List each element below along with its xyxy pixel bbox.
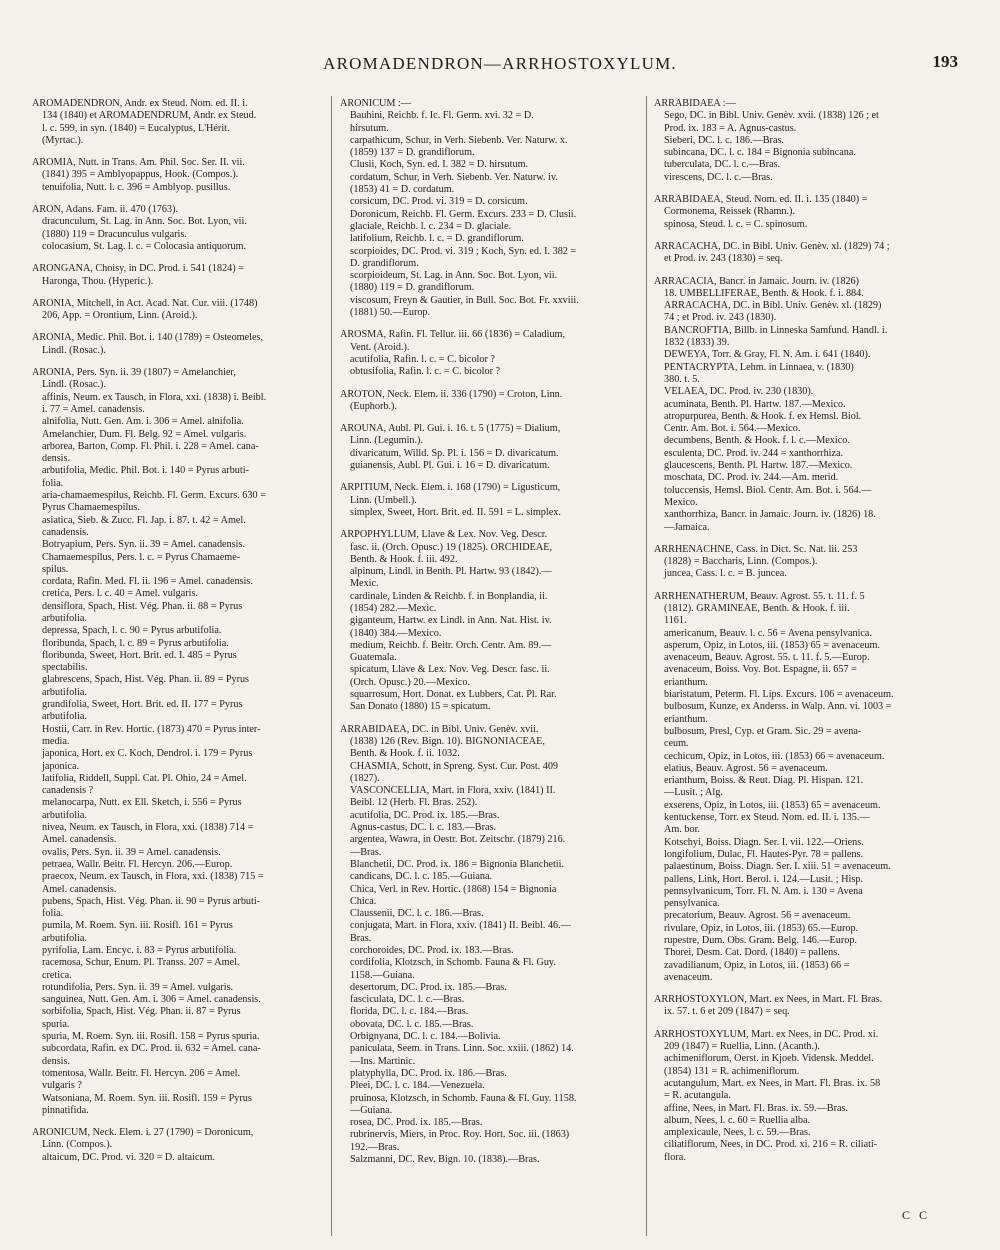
entry-line: corchoroides, DC. Prod. ix. 183.—Bras. — [350, 945, 514, 956]
entry-line: (1853) 41 = D. cordatum. — [350, 184, 455, 196]
entry-line: ARRABIDAEA, Steud. Nom. ed. II. i. 135 (1840) = — [654, 194, 868, 206]
entry-line: medium, Reichb. f. Beitr. Orch. Centr. Am. 89.— — [350, 639, 552, 651]
entry-line: guianensis, Aubl. Pl. Gui. i. 16 = D. divaricatum. — [350, 460, 550, 472]
entry-line: 1158.—Guiana. — [350, 969, 415, 981]
entry-line: latifolium, Reichb. l. c. = D. grandiflorum. — [350, 233, 524, 245]
dictionary-entry — [654, 1029, 972, 1164]
running-title: AROMADENDRON—ARRHOSTOXYLUM. — [323, 54, 677, 73]
entry-line: Blanchetii, DC. Prod. ix. 186 = Bignonia Blanchetii. — [350, 858, 565, 870]
entry-line: folia. — [42, 908, 64, 920]
entry-line: divaricatum, Willd. Sp. Pl. i. 156 = D. divaricatum. — [350, 447, 559, 459]
entry-line: juncea, Cass. l. c. = B. juncea. — [664, 568, 787, 580]
entry-line: achimeniflorum, Oerst. in Kjoeb. Vidensk. Meddel. — [664, 1053, 874, 1065]
dictionary-entry — [654, 994, 972, 1019]
entry-line: giganteum, Hartw. ex Lindl. in Ann. Nat. Hist. iv. — [350, 615, 552, 627]
entry-line: petraea, Wallr. Beitr. Fl. Hercyn. 206.—Europ. — [42, 858, 233, 870]
entry-line: palaestinum, Boiss. Diagn. Ser. I. xiii. 51 = avenaceum. — [664, 861, 891, 873]
dictionary-entry — [32, 332, 322, 357]
entry-line: ARRACACIA, Bancr. in Jamaic. Journ. iv. (1826) — [654, 275, 860, 287]
entry-line: arborea, Barton, Comp. Fl. Phil. i. 228 = Amel. cana- — [42, 440, 259, 452]
dictionary-entry — [32, 263, 322, 288]
entry-line: carpathicum, Schur, in Verh. Siebenb. Ver. Naturw. x. — [350, 134, 568, 146]
entry-line: Linn. (Legumin.). — [350, 435, 423, 447]
entry-line: pallens, Link, Hort. Berol. i. 124.—Lusit. ; Hisp. — [664, 873, 863, 885]
entry-line: Mexic. — [350, 578, 379, 590]
entry-line: pubens, Spach, Hist. Vég. Phan. ii. 90 = Pyrus arbuti- — [42, 895, 261, 907]
entry-line: (1880) 119 = Dracunculus vulgaris. — [42, 228, 187, 240]
entry-line: rubrinervis, Miers, in Proc. Roy. Hort. Soc. iii. (1863) — [350, 1129, 570, 1141]
entry-line: pinnatifida. — [42, 1104, 89, 1116]
entry-line: cretica. — [42, 969, 72, 981]
entry-line: BANCROFTIA, Billb. in Linneska Samfund. Handl. i. — [664, 324, 888, 336]
entry-line: et Prod. iv. 243 (1830) = seq. — [664, 253, 783, 265]
entry-line: VASCONCELLIA, Mart. in Flora, xxiv. (1841) II. — [350, 785, 556, 797]
dictionary-entry — [32, 98, 322, 147]
entry-line: subincana, DC. l. c. 184 = Bignonia subincana. — [664, 147, 856, 159]
entry-line: corsicum, DC. Prod. vi. 319 = D. corsicum. — [350, 196, 528, 208]
entry-line: (1841) 395 = Amblyopappus, Hook. (Compos.). — [42, 169, 239, 181]
entry-line: americanum, Beauv. l. c. 56 = Avena pensylvanica. — [664, 627, 873, 639]
entry-line: (1880) 119 = D. grandiflorum. — [350, 282, 475, 294]
entry-line: 206, App. = Orontium, Linn. (Aroid.). — [42, 310, 198, 322]
entry-line: conjugata, Mart. in Flora, xxiv. (1841) II. Beibl. 46.— — [350, 920, 571, 932]
dictionary-entry — [654, 194, 972, 231]
entry-line: ARON, Adans. Fam. ii. 470 (1763). — [32, 204, 179, 216]
entry-line: spinosa, Steud. l. c. = C. spinosum. — [664, 218, 808, 230]
entry-line: rivulare, Opiz, in Lotos, iii. (1853) 65.—Europ. — [664, 922, 859, 934]
entry-line: acuminata, Benth. Pl. Hartw. 187.—Mexico. — [664, 398, 846, 410]
entry-line: scorpioides, DC. Prod. vi. 319 ; Koch, Syn. ed. I. 382 = — [350, 245, 577, 257]
entry-line: i. 77 = Amel. canadensis. — [42, 403, 145, 415]
entry-line: arbutifolia. — [42, 686, 87, 698]
entry-line: vulgaris ? — [42, 1080, 82, 1092]
entry-line: erianthum, Boiss. & Reut. Diag. Pl. Hispan. 121. — [664, 775, 864, 787]
entry-line: tuberculata, DC. l. c.—Bras. — [664, 159, 780, 171]
entry-line: Sieberi, DC. l. c. 186.—Bras. — [664, 134, 784, 146]
entry-line: esculenta, DC. Prod. iv. 244 = xanthorrhiza. — [664, 447, 844, 459]
dictionary-entry — [340, 724, 638, 1167]
entry-line: (1838) 126 (Rev. Bign. 10). BIGNONIACEAE, — [350, 735, 545, 747]
entry-line: kentuckense, Torr. ex Steud. Nom. ed. II. i. 135.— — [664, 812, 870, 824]
entry-line: AROSMA, Rafin. Fl. Tellur. iii. 66 (1836) = Caladium, — [340, 329, 566, 341]
entry-line: bulbosum, Kunze, ex Anderss. in Walp. Ann. vi. 1003 = — [664, 701, 892, 713]
entry-line: cordatum, Schur, in Verh. Siebenb. Ver. Naturw. iv. — [350, 171, 558, 183]
entry-line: dracunculum, St. Lag. in Ann. Soc. Bot. Lyon, vii. — [42, 216, 247, 228]
entry-line: ARONGANA, Choisy, in DC. Prod. i. 541 (1824) = — [32, 263, 244, 275]
entry-line: (1812). GRAMINEAE, Benth. & Hook. f. iii. — [664, 602, 850, 614]
entry-line: elatius, Beauv. Agrost. 56 = avenaceum. — [664, 762, 828, 774]
entry-line: (Orch. Opusc.) 20.—Mexico. — [350, 676, 470, 688]
entry-line: erianthum. — [664, 676, 708, 688]
entry-line: nivea, Neum. ex Tausch, in Flora, xxi. (1838) 714 = — [42, 822, 254, 834]
entry-line: canadensis ? — [42, 785, 94, 797]
dictionary-entry — [340, 529, 638, 713]
entry-line: Lindl. (Rosac.). — [42, 344, 106, 356]
entry-line: 380. t. 5. — [664, 373, 700, 385]
dictionary-entry — [654, 276, 972, 534]
dictionary-entry — [340, 423, 638, 472]
entry-line: (1854) 131 = R. achimeniflorum. — [664, 1065, 800, 1077]
entry-line: Linn. (Umbell.). — [350, 494, 417, 506]
entry-line: l. c. 599, in syn. (1840) = Eucalyptus, L'Hérit. — [42, 122, 230, 134]
entry-line: Agnus-castus, DC. l. c. 183.—Bras. — [350, 822, 497, 834]
entry-line: atropurpurea, Benth. & Hook. f. ex Hemsl. Biol. — [664, 410, 862, 422]
entry-line: arbutifolia. — [42, 612, 87, 624]
entry-line: obovata, DC. l. c. 185.—Bras. — [350, 1018, 474, 1030]
entry-line: (Myrtac.). — [42, 134, 84, 146]
entry-line: japonica, Hort. ex C. Koch, Dendrol. i. 179 = Pyrus — [42, 748, 253, 760]
entry-line: Beibl. 12 (Herb. Fl. Bras. 252). — [350, 797, 478, 809]
entry-line: bulbosum, Presl, Cyp. et Gram. Sic. 29 = avena- — [664, 725, 862, 737]
entry-line: cardinale, Linden & Reichb. f. in Bonplandia, ii. — [350, 590, 548, 602]
entry-line: Thorei, Desm. Cat. Dord. (1840) = pallens. — [664, 947, 840, 959]
entry-line: Am. bor. — [664, 824, 700, 836]
entry-line: acutangulum, Mart. ex Nees, in Mart. Fl. Bras. ix. 58 — [664, 1077, 881, 1089]
dictionary-entry — [654, 544, 972, 581]
entry-line: fasciculata, DC. l. c.—Bras. — [350, 994, 465, 1006]
entry-line: (1854) 282.—Mexic. — [350, 602, 437, 614]
entry-line: argentea, Wawra, in Oestr. Bot. Zeitschr. (1879) 216. — [350, 834, 566, 846]
entry-line: fasc. ii. (Orch. Opusc.) 19 (1825). ORCHIDEAE, — [350, 541, 553, 553]
entry-line: pensylvanica. — [664, 898, 720, 910]
entry-line: toluccensis, Hemsl. Biol. Centr. Am. Bot. i. 564.— — [664, 484, 872, 496]
entry-line: 1161. — [664, 615, 687, 627]
entry-line: DEWEYA, Torr. & Gray, Fl. N. Am. i. 641 (1840). — [664, 349, 871, 361]
dictionary-entry — [32, 204, 322, 253]
dictionary-entry — [32, 1127, 322, 1164]
entry-line: rotundifolia, Pers. Syn. ii. 39 = Amel. vulgaris. — [42, 981, 234, 993]
entry-line: latifolia, Riddell, Suppl. Cat. Pl. Ohio, 24 = Amel. — [42, 772, 247, 784]
entry-line: —Bras. — [350, 846, 382, 858]
entry-line: media. — [42, 735, 70, 747]
entry-line: alnifolia, Nutt. Gen. Am. i. 306 = Amel. alnifolia. — [42, 416, 244, 428]
entry-line: ARONIA, Medic. Phil. Bot. i. 140 (1789) = Osteomeles, — [32, 332, 263, 344]
entry-line: grandifolia, Sweet, Hort. Brit. ed. II. 177 = Pyrus — [42, 699, 243, 711]
entry-line: ARRHENACHNE, Cass. in Dict. Sc. Nat. lii. 253 — [654, 543, 858, 555]
entry-line: moschata, DC. Prod. iv. 244.—Am. merid. — [664, 472, 839, 484]
entry-line: tenuifolia, Nutt. l. c. 396 = Amblyop. pusillus. — [42, 181, 231, 193]
entry-line: ARPITIUM, Neck. Elem. i. 168 (1790) = Ligusticum, — [340, 482, 561, 494]
entry-line: simplex, Sweet, Hort. Brit. ed. II. 591 = L. simplex. — [350, 506, 561, 518]
entry-line: Haronga, Thou. (Hyperic.). — [42, 275, 154, 287]
entry-line: glaucescens, Benth. Pl. Hartw. 187.—Mexico. — [664, 460, 853, 472]
entry-line: 209 (1847) = Ruellia, Linn. (Acanth.). — [664, 1041, 820, 1053]
entry-line: viscosum, Freyn & Gautier, in Bull. Soc. Bot. Fr. xxviii. — [350, 294, 579, 306]
dictionary-entry — [340, 482, 638, 519]
entry-line: album, Nees, l. c. 60 = Ruellia alba. — [664, 1114, 811, 1126]
entry-line: —Ins. Martinic. — [350, 1055, 416, 1067]
entry-line: Amelanchier, Dum. Fl. Belg. 92 = Amel. vulgaris. — [42, 428, 247, 440]
entry-line: ARRHOSTOXYLON, Mart. ex Nees, in Mart. Fl. Bras. — [654, 994, 883, 1006]
entry-line: precatorium, Beauv. Agrost. 56 = avenaceum. — [664, 910, 851, 922]
entry-line: Benth. & Hook. f. ii. 1032. — [350, 748, 460, 760]
entry-line: ARRHENATHERUM, Beauv. Agrost. 55. t. 11. f. 5 — [654, 590, 865, 602]
entry-line: floribunda, Spach, l. c. 89 = Pyrus arbutifolia. — [42, 637, 229, 649]
entry-line: virescens, DC. l. c.—Bras. — [664, 171, 773, 183]
entry-line: densiflora, Spach, Hist. Vég. Phan. ii. 88 = Pyrus — [42, 600, 243, 612]
dictionary-entry — [340, 329, 638, 378]
entry-line: Chamaemespilus, Pers. l. c. = Pyrus Chamaeme- — [42, 551, 241, 563]
entry-line: obtusifolia, Rafin. l. c. = C. bicolor ? — [350, 366, 501, 378]
entry-line: spilus. — [42, 563, 69, 575]
entry-line: Doronicum, Reichb. Fl. Germ. Excurs. 233 = D. Clusii. — [350, 208, 577, 220]
entry-line: spicatum, Llave & Lex. Nov. Veg. Descr. fasc. ii. — [350, 664, 550, 676]
entry-line: ARPOPHYLLUM, Llave & Lex. Nov. Veg. Descr. — [340, 529, 548, 541]
entry-line: erianthum. — [664, 713, 708, 725]
page-number: 193 — [932, 52, 958, 71]
entry-line: subcordata, Rafin. ex DC. Prod. ii. 632 = Amel. cana- — [42, 1043, 261, 1055]
entry-line: AROUNA, Aubl. Pl. Gui. i. 16. t. 5 (1775) = Dialium, — [340, 423, 561, 435]
entry-line: Clusii, Koch, Syn. ed. I. 382 = D. hirsutum. — [350, 159, 529, 171]
entry-line: pennsylvanicum, Torr. Fl. N. Am. i. 130 = Avena — [664, 885, 863, 897]
entry-line: (1859) 137 = D. grandiflorum. — [350, 147, 475, 159]
entry-line: Guatemala. — [350, 652, 397, 664]
entry-line: desertorum, DC. Prod. ix. 185.—Bras. — [350, 981, 507, 993]
entry-line: Bras. — [350, 932, 372, 944]
entry-line: (1828) = Baccharis, Linn. (Compos.). — [664, 556, 818, 568]
entry-line: glabrescens, Spach, Hist. Vég. Phan. ii. 89 = Pyrus — [42, 674, 250, 686]
entry-line: = R. acutangula. — [664, 1090, 731, 1102]
entry-line: sorbifolia, Spach, Hist. Vég. Phan. ii. 87 = Pyrus — [42, 1006, 241, 1018]
entry-line: Salzmanni, DC. Rev. Bign. 10. (1838).—Bras. — [350, 1154, 540, 1166]
entry-line: aria-chamaemespilus, Reichb. Fl. Germ. Excurs. 630 = — [42, 490, 266, 502]
entry-line: ciliatiflorum, Nees, in DC. Prod. xi. 216 = R. ciliati- — [664, 1139, 878, 1151]
entry-line: Cormonema, Reissek (Rhamn.). — [664, 206, 795, 218]
entry-line: PENTACRYPTA, Lehm. in Linnaea, v. (1830) — [664, 361, 854, 373]
entry-line: ovalis, Pers. Syn. ii. 39 = Amel. canadensis. — [42, 846, 221, 858]
entry-line: Linn. (Compos.). — [42, 1139, 113, 1151]
printer-signature: C C — [901, 1208, 930, 1222]
entry-line: Kotschyi, Boiss. Diagn. Ser. I. vii. 122.—Oriens. — [664, 836, 864, 848]
entry-line: biaristatum, Peterm. Fl. Lips. Excurs. 106 = avenaceum. — [664, 689, 894, 701]
entry-line: (1881) 50.—Europ. — [350, 307, 431, 319]
entry-line: Watsoniana, M. Roem. Syn. iii. Rosifl. 159 = Pyrus — [42, 1092, 252, 1104]
entry-line: cechicum, Opiz, in Lotos, iii. (1853) 66 = avenaceum. — [664, 750, 885, 762]
entry-line: Orbignyana, DC. l. c. 184.—Bolivia. — [350, 1031, 501, 1043]
dictionary-entry — [654, 591, 972, 985]
entry-line: Amel. canadensis. — [42, 883, 117, 895]
entry-line: colocasium, St. Lag. l. c. = Colocasia antiquorum. — [42, 240, 247, 252]
entry-line: ARRACACHA, DC. in Bibl. Univ. Genèv. xl. (1829) — [664, 300, 882, 312]
entry-line: ARONICUM, Neck. Elem. i. 27 (1790) = Doronicum, — [32, 1127, 254, 1139]
entry-line: Amel. canadensis. — [42, 834, 117, 846]
column-divider — [646, 96, 647, 1236]
entry-line: praecox, Neum. ex Tausch, in Flora, xxi. (1838) 715 = — [42, 871, 264, 883]
entry-line: 134 (1840) et AROMADENDRUM, Andr. ex Steud. — [42, 110, 257, 122]
entry-line: arbutifolia. — [42, 932, 87, 944]
entry-line: Lindl. (Rosac.). — [42, 379, 106, 391]
entry-line: pyrifolia, Lam. Encyc. i. 83 = Pyrus arbutifolia. — [42, 945, 237, 956]
entry-line: ARRABIDAEA :— — [654, 98, 736, 109]
entry-line: amplexicaule, Nees, l. c. 59.—Bras. — [664, 1127, 811, 1139]
dictionary-entry — [654, 241, 972, 266]
entry-line: avenaceum, Beauv. Agrost. 55. t. 11. f. 5.—Europ. — [664, 652, 870, 664]
entry-line: ARRACACHA, DC. in Bibl. Univ. Genèv. xl. (1829) 74 ; — [654, 240, 890, 252]
entry-line: squarrosum, Hort. Donat. ex Lubbers, Cat. Pl. Rar. — [350, 689, 557, 701]
entry-line: acutifolia, Rafin. l. c. = C. bicolor ? — [350, 353, 495, 365]
entry-line: AROMADENDRON, Andr. ex Steud. Nom. ed. II. i. — [32, 98, 248, 109]
entry-line: ARONIA, Pers. Syn. ii. 39 (1807) = Amelanchier, — [32, 367, 236, 379]
page-header — [0, 52, 1000, 76]
entry-line: (1827). — [350, 772, 380, 784]
entry-line: canadensis. — [42, 526, 89, 538]
entry-line: cretica, Pers. l. c. 40 = Amel. vulgaris. — [42, 588, 198, 600]
entry-line: platyphylla, DC. Prod. ix. 186.—Bras. — [350, 1067, 507, 1079]
entry-line: Hostii, Carr. in Rev. Hortic. (1873) 470 = Pyrus inter- — [42, 723, 261, 735]
column-right — [654, 98, 972, 1248]
entry-line: ceum. — [664, 738, 689, 750]
dictionary-entry — [32, 157, 322, 194]
entry-line: cordata, Rafin. Med. Fl. ii. 196 = Amel. canadensis. — [42, 576, 253, 588]
entry-line: rosea, DC. Prod. ix. 185.—Bras. — [350, 1117, 483, 1129]
entry-line: ARONIA, Mitchell, in Act. Acad. Nat. Cur. viii. (1748) — [32, 297, 258, 309]
entry-line: arbutifolia. — [42, 809, 87, 821]
dictionary-entry — [654, 98, 972, 184]
entry-line: CHASMIA, Schott, in Spreng. Syst. Cur. Post. 409 — [350, 760, 559, 772]
entry-line: cordifolia, Klotzsch, in Schomb. Fauna & Fl. Guy. — [350, 957, 556, 969]
entry-line: —Guiana. — [350, 1104, 393, 1116]
entry-line: D. grandiflorum. — [350, 257, 419, 269]
entry-line: VELAEA, DC. Prod. iv. 230 (1830). — [664, 386, 814, 398]
entry-line: San Donato (1880) 15 = spicatum. — [350, 701, 491, 713]
entry-line: (1840) 384.—Mexico. — [350, 627, 442, 639]
entry-line: spuria. — [42, 1018, 70, 1030]
entry-line: paniculata, Seem. in Trans. Linn. Soc. xxiii. (1862) 14. — [350, 1043, 574, 1055]
entry-line: AROTON, Neck. Elem. ii. 336 (1790) = Croton, Linn. — [340, 388, 563, 400]
entry-line: depressa, Spach, l. c. 90 = Pyrus arbutifolia. — [42, 625, 222, 637]
entry-line: asiatica, Sieb. & Zucc. Fl. Jap. i. 87. t. 42 = Amel. — [42, 514, 246, 526]
entry-line: asperum, Opiz, in Lotos, iii. (1853) 65 = avenaceum. — [664, 639, 880, 651]
entry-line: Centr. Am. Bot. i. 564.—Mexico. — [664, 423, 801, 435]
column-divider — [331, 96, 332, 1236]
entry-line: scorpioideum, St. Lag. in Ann. Soc. Bot. Lyon, vii. — [350, 270, 558, 282]
entry-line: densis. — [42, 453, 71, 465]
entry-line: japonica. — [42, 760, 80, 772]
dictionary-entry — [32, 367, 322, 1117]
entry-line: tomentosa, Wallr. Beitr. Fl. Hercyn. 206 = Amel. — [42, 1067, 240, 1079]
entry-line: —Lusit. ; Alg. — [664, 787, 723, 799]
entry-line: altaicum, DC. Prod. vi. 320 = D. altaicum. — [42, 1151, 215, 1163]
entry-line: Chica, Verl. in Rev. Hortic. (1868) 154 = Bignonia — [350, 883, 557, 895]
entry-line: (Euphorb.). — [350, 400, 397, 412]
entry-line: sanguinea, Nutt. Gen. Am. i. 306 = Amel. canadensis. — [42, 994, 261, 1006]
entry-line: acutifolia, DC. Prod. ix. 185.—Bras. — [350, 809, 500, 821]
entry-line: decumbens, Benth. & Hook. f. l. c.—Mexico. — [664, 435, 850, 447]
entry-line: rupestre, Dum. Obs. Gram. Belg. 146.—Europ. — [664, 935, 857, 946]
entry-line: alpinum, Lindl. in Benth. Pl. Hartw. 93 (1842).— — [350, 566, 552, 578]
entry-line: Chica. — [350, 895, 377, 907]
entry-line: densis. — [42, 1055, 71, 1067]
entry-line: pruinosa, Klotzsch, in Schomb. Fauna & Fl. Guy. 1158. — [350, 1092, 577, 1104]
entry-line: Claussenii, DC. l. c. 186.—Bras. — [350, 908, 484, 920]
entry-line: 1832 (1833) 39. — [664, 337, 730, 349]
entry-line: longifolium, Dulac, Fl. Hautes-Pyr. 78 = pallens. — [664, 848, 864, 860]
entry-line: 18. UMBELLIFERAE, Benth. & Hook. f. i. 884. — [664, 287, 864, 299]
column-left — [32, 98, 322, 1248]
entry-line: floribunda, Sweet, Hort. Brit. ed. I. 485 = Pyrus — [42, 649, 237, 661]
entry-line: avenaceum. — [664, 971, 713, 983]
entry-line: ARRHOSTOXYLUM, Mart. ex Nees, in DC. Prod. xi. — [654, 1028, 879, 1040]
entry-line: arbutifolia, Medic. Phil. Bot. i. 140 = Pyrus arbuti- — [42, 465, 249, 477]
dictionary-entry — [32, 298, 322, 323]
entry-line: Mexico. — [664, 496, 698, 508]
entry-line: 74 ; et Prod. iv. 243 (1830). — [664, 312, 777, 324]
entry-line: candicans, DC. l. c. 185.—Guiana. — [350, 871, 493, 883]
entry-line: Benth. & Hook. f. iii. 492. — [350, 553, 458, 565]
entry-line: Vent. (Aroid.). — [350, 341, 410, 353]
entry-line: Sego, DC. in Bibl. Univ. Genèv. xvii. (1838) 126 ; et — [664, 110, 879, 122]
entry-line: folia. — [42, 477, 64, 489]
entry-line: AROMIA, Nutt. in Trans. Am. Phil. Soc. Ser. II. vii. — [32, 157, 245, 169]
entry-line: hirsutum. — [350, 122, 389, 134]
entry-line: flora. — [664, 1151, 686, 1163]
entry-line: spectabilis. — [42, 662, 88, 674]
entry-line: racemosa, Schur, Enum. Pl. Transs. 207 = Amel. — [42, 957, 240, 969]
entry-line: 192.—Bras. — [350, 1141, 400, 1153]
entry-line: Pleei, DC. l. c. 184.—Venezuela. — [350, 1080, 485, 1092]
entry-line: pumila, M. Roem. Syn. iii. Rosifl. 161 = Pyrus — [42, 920, 233, 932]
entry-line: —Jamaica. — [664, 521, 710, 533]
entry-line: spuria, M. Roem. Syn. iii. Rosifl. 158 = Pyrus spuria. — [42, 1031, 260, 1043]
entry-line: Bauhini, Reichb. f. Ic. Fl. Germ. xvi. 32 = D. — [350, 110, 534, 122]
entry-line: affine, Nees, in Mart. Fl. Bras. ix. 59.—Bras. — [664, 1102, 849, 1114]
entry-line: florida, DC. l. c. 184.—Bras. — [350, 1006, 469, 1018]
entry-line: zavadilianum, Opiz, in Lotos, iii. (1853) 66 = — [664, 959, 850, 971]
column-middle — [340, 98, 638, 1248]
entry-line: affinis, Neum. ex Tausch, in Flora, xxi. (1838) i. Beibl. — [42, 391, 267, 403]
entry-line: xanthorrhiza, Bancr. in Jamaic. Journ. iv. (1826) 18. — [664, 509, 876, 521]
entry-line: ARRABIDAEA, DC. in Bibl. Univ. Genèv. xvii. — [340, 723, 539, 735]
entry-line: Prod. ix. 183 = A. Agnus-castus. — [664, 122, 797, 134]
entry-line: arbutifolia. — [42, 711, 87, 723]
entry-line: melanocarpa, Nutt. ex Ell. Sketch, i. 556 = Pyrus — [42, 797, 242, 809]
entry-line: Botryapium, Pers. Syn. ii. 39 = Amel. canadensis. — [42, 539, 245, 551]
entry-line: Pyrus Chamaemespilus. — [42, 502, 140, 514]
entry-line: avenaceum, Boiss. Voy. Bot. Espagne, ii. 657 = — [664, 664, 857, 676]
entry-line: ix. 57. t. 6 et 209 (1847) = seq. — [664, 1006, 790, 1018]
entry-line: exserens, Opiz, in Lotos, iii. (1853) 65 = avenaceum. — [664, 799, 881, 811]
entry-line: ARONICUM :— — [340, 98, 412, 109]
dictionary-entry — [340, 98, 638, 319]
entry-line: glaciale, Reichb. l. c. 234 = D. glaciale. — [350, 220, 512, 232]
dictionary-entry — [340, 389, 638, 414]
